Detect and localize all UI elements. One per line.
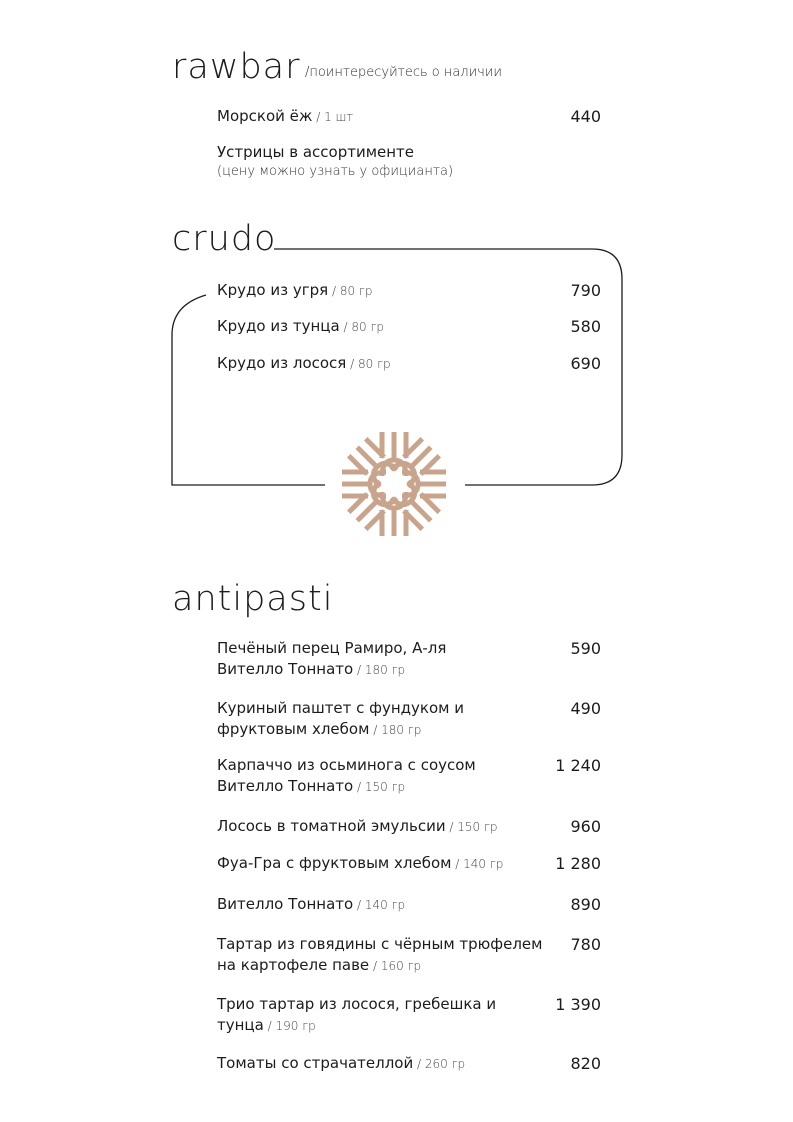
snowflake-star-logo-icon	[342, 432, 446, 536]
item-price: 780	[570, 935, 601, 954]
item-name: Томаты со страчателлой	[217, 1054, 414, 1072]
menu-item	[217, 698, 601, 741]
menu-item	[217, 353, 601, 375]
item-price: 820	[570, 1054, 601, 1073]
item-name: Устрицы в ассортименте	[217, 143, 415, 161]
menu-item	[217, 755, 601, 798]
item-portion: / 140 гр	[451, 857, 504, 871]
item-name: Фуа-Гра с фруктовым хлебом	[217, 854, 452, 872]
item-price: 490	[570, 699, 601, 718]
item-price: 690	[570, 354, 601, 373]
item-portion: / 80 гр	[339, 320, 384, 334]
item-name: Карпаччо из осьминога с соусом Вителло Тоннато	[217, 756, 476, 795]
item-price: 1 390	[555, 995, 601, 1014]
menu-item	[217, 316, 601, 338]
item-price: 590	[570, 639, 601, 658]
menu-item	[217, 894, 601, 916]
item-portion: / 150 гр	[445, 820, 498, 834]
item-portion: / 150 гр	[353, 780, 406, 794]
item-name: Лосось в томатной эмульсии	[217, 817, 446, 835]
item-name: Крудо из тунца	[217, 317, 340, 335]
menu-item	[217, 994, 601, 1037]
item-portion: / 80 гр	[346, 357, 391, 371]
item-portion: / 1 шт	[312, 110, 354, 124]
item-price: 1 280	[555, 854, 601, 873]
menu-item	[217, 934, 601, 977]
item-name: Крудо из лосося	[217, 354, 347, 372]
menu-item	[217, 142, 601, 181]
item-name: Морской ёж	[217, 107, 313, 125]
item-price: 1 240	[555, 756, 601, 775]
menu-item	[217, 106, 601, 128]
item-portion: / 160 гр	[369, 959, 422, 973]
menu-item	[217, 638, 601, 681]
item-name: Тартар из говядины с чёрным трюфелем на картофеле паве	[217, 935, 543, 974]
rawbar-subtitle: /поинтересуйтесь о наличии	[305, 65, 502, 80]
menu-item	[217, 853, 601, 875]
item-portion: / 180 гр	[353, 663, 406, 677]
item-price: 790	[570, 281, 601, 300]
menu-item	[217, 1053, 601, 1075]
item-portion: / 180 гр	[369, 723, 422, 737]
item-price: 890	[570, 895, 601, 914]
menu-item	[217, 280, 601, 302]
item-portion: / 80 гр	[328, 284, 373, 298]
item-name: Крудо из угря	[217, 281, 329, 299]
item-name: Печёный перец Рамиро, А-ля Вителло Тоннато	[217, 639, 447, 678]
menu-item	[217, 816, 601, 838]
antipasti-title: antipasti	[172, 579, 334, 619]
item-name: Куриный паштет с фундуком и фруктовым хлебом	[217, 699, 465, 738]
item-portion: / 190 гр	[263, 1019, 316, 1033]
item-portion: / 260 гр	[413, 1057, 466, 1071]
item-price: 440	[570, 107, 601, 126]
rawbar-title: rawbar	[172, 47, 301, 87]
item-note: (цену можно узнать у официанта)	[217, 164, 454, 179]
item-price: 960	[570, 817, 601, 836]
item-portion: / 140 гр	[353, 898, 406, 912]
item-name: Вителло Тоннато	[217, 895, 354, 913]
item-name: Трио тартар из лосося, гребешка и тунца	[217, 995, 497, 1034]
crudo-title: crudo	[172, 219, 277, 259]
item-price: 580	[570, 317, 601, 336]
